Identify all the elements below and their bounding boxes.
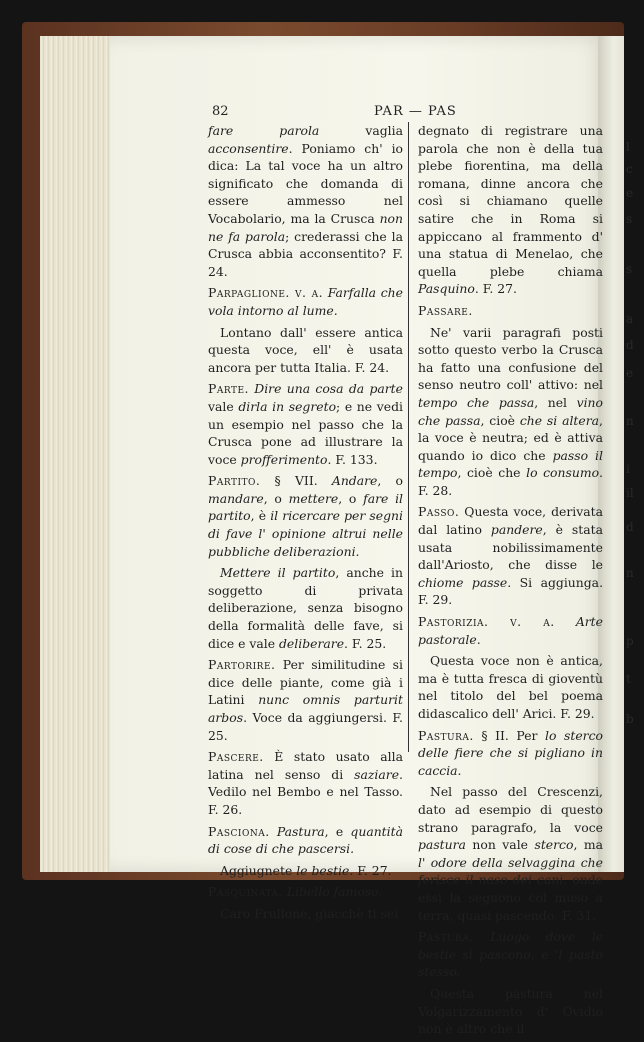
italic-text: dirla in segreto [238,398,337,414]
text-run: . Vedilo nel Bembo e nel Tasso. F. 26. [208,766,403,817]
text-run: , nel [534,394,577,410]
text-run: vaglia [319,123,403,138]
margin-letter: d [626,520,634,534]
italic-text: Arte pastorale. [418,614,603,647]
italic-text: le bestie [296,862,350,878]
italic-text: chiome passe [418,574,508,590]
text-run: Lontano dall' essere antica questa voce, ell' è usata ancora per tutta Italia. F. 24. [208,324,403,375]
italic-text: acconsentire [208,140,289,156]
paragraph [418,503,603,609]
text-run: , o [377,473,404,489]
italic-text: Pasquino [418,281,475,297]
text-run: . F. 25. [344,635,387,651]
text-run: , e [324,823,351,839]
italic-text: il ricercare per segni di fave l' opinione altrui nelle pubbliche deliberazioni. [208,508,403,559]
entry-word: Pastura. [418,727,474,743]
italic-text: sterco [534,837,574,853]
text-run: , cioè che [457,465,527,481]
left-column [208,122,403,927]
italic-text: fare parola [208,123,320,138]
text-run: . Si aggiunga. F. 29. [418,574,604,608]
page-header [0,104,644,124]
text-run: Aggiugnete [220,862,297,878]
paragraph [418,727,603,780]
italic-text: tempo che passa [418,394,535,410]
margin-letter: c [626,162,633,176]
italic-text: che si altera [519,412,600,428]
text-run: . F. 133. [327,451,378,467]
italic-text: Luogo dove le bestie si pascono [418,929,603,962]
text-run [555,614,576,629]
italic-text: mettere [288,490,339,506]
text-run: È stato usato alla latina nel senso di [208,749,403,782]
italic-text: Pastura [276,823,325,839]
text-run: . F. 27. [474,281,517,297]
paragraph [418,928,603,981]
text-run: ; e ne vedi un esempio nel passo che la Crusca pone ad illustrare la voce [208,398,403,467]
paragraph [418,122,603,298]
text-run: , cioè [480,412,520,428]
text-run: , è [250,508,271,524]
margin-letter: n [626,566,634,580]
paragraph [418,613,603,648]
margin-letter: l [626,140,630,154]
margin-letter: a [626,312,634,326]
italic-text: Farfalla che vola intorno al lume. [208,285,403,318]
text-run: . Voce da aggiungersi. F. 25. [208,710,403,743]
entry-word: Pasciona. [208,823,270,839]
paragraph [208,823,403,858]
right-column [418,122,603,1042]
italic-text: 'l pasto stesso. [418,946,603,980]
text-run: , anche in soggetto di privata deliberazione, senza bisogno della formalità delle fave, si dice e vale [208,565,403,651]
text-run: non vale [465,837,535,853]
margin-letter: b [626,712,634,726]
text-run [474,929,490,944]
margin-letter: t [626,672,631,686]
paragraph [208,862,403,880]
text-run: , o [263,490,289,506]
text-run: Questa voce non è antica, ma è tutta fresca di gioventù nel titolo del bel poema didascalico dell' Arici. F. 29. [418,653,603,721]
paragraph [418,302,603,320]
text-run: Ne' varii paragrafi posti sotto questo verbo la Crusca ha fatto una confusione del senso neutro coll' attivo: nel [418,324,603,393]
entry-word: Pasquinata. [208,884,283,900]
entry-word: Pastura. [418,929,474,945]
entry-word: Passo. [418,504,460,520]
margin-letter: n [626,414,634,428]
text-run: vale [208,398,239,414]
italic-text: saziare [354,766,400,782]
margin-letter: s [626,262,633,276]
entry-word: Partito. [208,473,261,489]
entry-word: Pascere. [208,749,264,765]
margin-letter: p [626,634,634,648]
italic-text: non ne fa parola [208,210,403,244]
text-run: , e [530,946,555,962]
italic-text: Andare [331,473,378,489]
margin-letter: i [626,462,630,476]
paragraph [208,656,403,744]
paragraph [208,564,403,652]
text-run: . F. 28. [418,465,603,498]
margin-letter: d [626,338,634,352]
entry-word: Parte. [208,381,249,397]
italic-text: Libello famoso. [286,884,383,900]
text-run: . F. 27. [349,862,392,878]
text-run: Questa pastura nel Volgarizzamento d' Ovidio non è altro che il [418,985,603,1037]
text-run: , è stata usata nobilissimamente dall'Ariosto, che disse le [418,522,603,573]
italic-text: quantità di cose di che pascersi. [208,823,403,857]
margin-letter: s [626,212,633,226]
italic-text: Mettere il partito [220,565,336,581]
paragraph [418,985,603,1038]
text-run: Questa voce, derivata dal latino [418,504,603,538]
entry-word: Passare. [418,302,473,318]
margin-letter: il [626,486,634,500]
running-head: PAR — PAS [374,104,457,119]
paragraph [208,472,403,560]
italic-text: deliberare [279,635,345,651]
text-run: Nel passo del Crescenzi, dato ad esempio di questo strano paragrafo, la voce [418,784,603,835]
italic-text: vino che passa [418,394,603,428]
text-run: Caro Frullone, giacchè ti sei [220,905,399,921]
entry-word: Pastorizia. v. a. [418,614,555,630]
paragraph [208,324,403,377]
margin-letter: e [626,186,634,200]
italic-text: nunc omnis parturit arbos [208,692,403,725]
italic-text: Dire una cosa da parte [254,381,403,397]
italic-text: l' odore della selvaggina che ferisce il naso dei cani [418,854,603,888]
paragraph [208,883,403,901]
paragraph [208,905,403,923]
paragraph [208,122,403,280]
paragraph [418,324,603,500]
text-run [270,824,277,839]
text-run: , la voce è neutra; ed è attiva quando io dico che [418,412,603,463]
italic-text: lo sterco delle fiere che si pigliano in caccia. [418,727,603,778]
italic-text: pandere [490,522,543,538]
column-rule [408,122,409,752]
text-run: , ma [573,837,604,853]
text-run: § II. Per [473,727,546,743]
paragraph [208,748,403,818]
paragraph [418,783,603,924]
text-run: ; crederassi che la Crusca abbia acconsentito? F. 24. [208,228,403,279]
entry-word: Parpaglione. v. a. [208,285,324,301]
italic-text: mandare [208,490,264,506]
paragraph [208,284,403,319]
margin-letter: e [626,366,634,380]
text-run: . Poniamo ch' io dica: La tal voce ha un altro significato che domanda di essere ammesso nel Vocabolario, ma la Crusca [208,140,403,226]
page-number: 82 [212,104,229,119]
italic-text: fare il partito [208,490,404,524]
text-run: Per similitudine si dice delle piante, come già i Latini [208,657,403,708]
paragraph [208,380,403,468]
text-run: § VII. [260,473,332,489]
text-run: degnato di registrare una parola che non è della tua plebe fiorentina, ma della romana, dinne ancora che così si chiamano quelle satire che in Roma si appiccano al frammento d' una statua di Menelao, che quella plebe chiama [418,123,603,279]
italic-text: profferimento [240,451,328,467]
text-run: , onde essi la seguono col muso a terra, quasi pascendo. F. 31. [418,872,603,923]
text-run: , o [338,490,364,506]
italic-text: passo il tempo [418,447,603,481]
paragraph [418,652,603,722]
entry-word: Partorire. [208,657,276,673]
italic-text: pastura [418,837,466,853]
italic-text: lo consumo [526,465,600,481]
